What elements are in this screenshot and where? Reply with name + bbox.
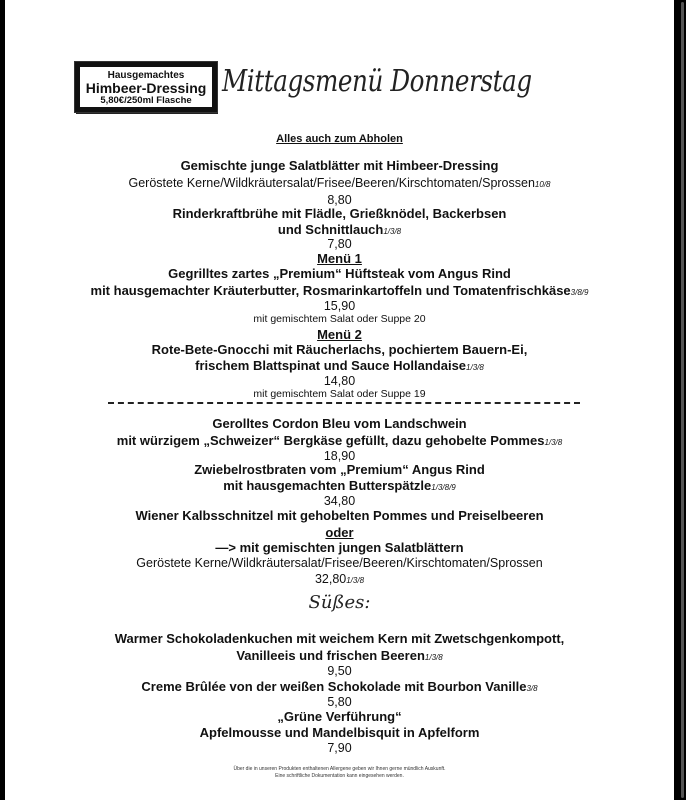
menu2-extra: mit gemischtem Salat oder Suppe 19 (253, 388, 426, 400)
zwiebel-allergens: 1/3/8/9 (431, 483, 456, 492)
menu2-name-2: frischem Blattspinat und Sauce Hollandaise1/3/8 (195, 358, 484, 373)
menu2-price: 14,80 (323, 374, 356, 388)
menu1-name-1: Gegrilltes zartes „Premium“ Hüftsteak vom Angus Rind (168, 266, 511, 281)
wiener-or: oder (325, 525, 354, 540)
soup-price: 7,80 (327, 237, 352, 251)
creme-price: 5,80 (327, 695, 352, 709)
footer-line-1: Über die in unseren Produkten enthaltenen Allergene geben wir Ihnen gerne mündlich Auskunft. (233, 766, 446, 772)
desserts-heading: Süßes: (308, 592, 371, 613)
cordon-name-2: mit würzigem „Schweizer“ Bergkäse gefüllt, dazu gehobelte Pommes1/3/8 (116, 433, 563, 448)
soup-name-1: Rinderkraftbrühe mit Flädle, Grießknödel, Backerbsen (172, 206, 507, 221)
green-price: 7,90 (327, 741, 352, 755)
zwiebel-price: 34,80 (323, 494, 356, 508)
zwiebel-name-2: mit hausgemachten Butterspätzle1/3/8/9 (223, 478, 456, 493)
cordon-name-1: Gerolltes Cordon Bleu vom Landschwein (212, 416, 467, 431)
takeaway-note: Alles auch zum Abholen (276, 133, 403, 145)
menu2-label: Menü 2 (317, 327, 362, 342)
soup-allergens: 1/3/8 (383, 227, 402, 236)
salad-price: 8,80 (327, 193, 352, 207)
wiener-name-1: Wiener Kalbsschnitzel mit gehobelten Pommes und Preiselbeeren (135, 508, 544, 523)
cake-name-1: Warmer Schokoladenkuchen mit weichem Kern mit Zwetschgenkompott, (114, 631, 565, 646)
cake-price: 9,50 (327, 664, 352, 678)
green-name-1: „Grüne Verführung“ (277, 709, 402, 724)
menu1-allergens: 3/8/9 (570, 288, 589, 297)
wiener-desc: Geröstete Kerne/Wildkräutersalat/Frisee/Beeren/Kirschtomaten/Sprossen (136, 556, 543, 570)
scrollbar[interactable] (681, 2, 684, 798)
wiener-allergens: 1/3/8 (346, 576, 365, 585)
salad-name: Gemischte junge Salatblätter mit Himbeer-Dressing (180, 158, 499, 173)
green-name-2: Apfelmousse und Mandelbisquit in Apfelform (199, 725, 480, 740)
cake-allergens: 1/3/8 (424, 653, 443, 662)
menu1-extra: mit gemischtem Salat oder Suppe 20 (253, 313, 426, 325)
wiener-name-2: —> mit gemischten jungen Salatblättern (215, 540, 464, 555)
menu1-price: 15,90 (323, 299, 356, 313)
footer-line-2: Eine schriftliche Dokumentation kann eingesehen werden. (275, 773, 404, 779)
wiener-price: 32,801/3/8 (314, 572, 365, 586)
stamp-line-2: Himbeer-Dressing (85, 80, 207, 96)
stamp-line-3: 5,80€/250ml Flasche (100, 95, 192, 107)
dashed-divider (108, 402, 580, 404)
menu1-label: Menü 1 (317, 251, 362, 266)
menu-page (5, 0, 674, 800)
cake-name-2: Vanilleeis und frischen Beeren1/3/8 (236, 648, 443, 663)
dressing-stamp (75, 62, 217, 112)
cordon-price: 18,90 (323, 449, 356, 463)
cordon-allergens: 1/3/8 (544, 438, 563, 447)
menu2-allergens: 1/3/8 (466, 363, 484, 372)
page-title: Mittagsmenü Donnerstag (222, 64, 532, 99)
salad-desc: Geröstete Kerne/Wildkräutersalat/Frisee/Beeren/Kirschtomaten/Sprossen10/8 (128, 176, 551, 190)
salad-allergens: 10/8 (534, 180, 551, 189)
stamp-line-1: Hausgemachtes (107, 70, 185, 81)
menu2-name-1: Rote-Bete-Gnocchi mit Räucherlachs, pochiertem Bauern-Ei, (151, 342, 528, 357)
creme-name: Creme Brûlée von der weißen Schokolade mit Bourbon Vanille3/8 (141, 679, 538, 694)
zwiebel-name-1: Zwiebelrostbraten vom „Premium“ Angus Rind (194, 462, 485, 477)
creme-allergens: 3/8 (526, 684, 538, 693)
menu1-name-2: mit hausgemachter Kräuterbutter, Rosmarinkartoffeln und Tomatenfrischkäse3/8/9 (90, 283, 589, 298)
soup-name-2: und Schnittlauch1/3/8 (277, 222, 402, 237)
